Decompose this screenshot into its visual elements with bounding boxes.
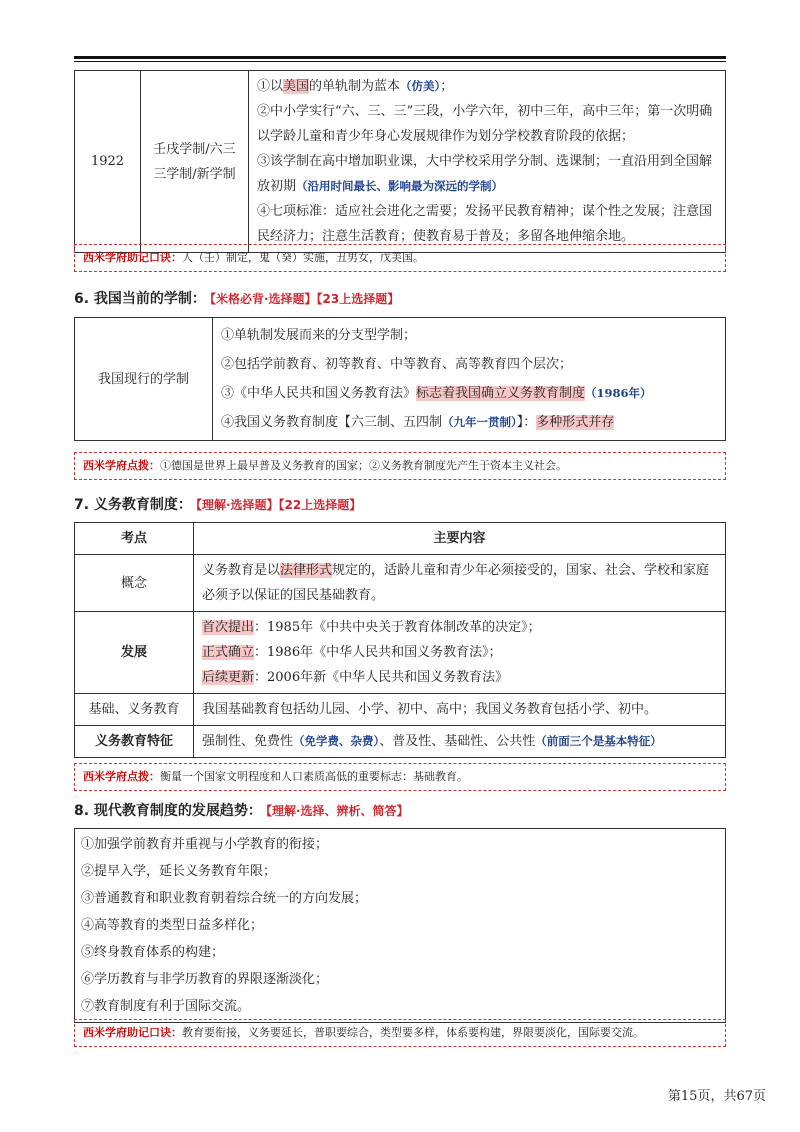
section-6-heading: 6. 我国当前的学制： 【米格必背·选择题】【23上选择题】: [74, 291, 400, 307]
list-item: ②提早入学，延长义务教育年限；: [81, 864, 277, 879]
list-item: ⑥学历教育与非学历教育的界限逐渐淡化；: [81, 972, 329, 987]
row-concept-content: 义务教育是以法律形式规定的，适龄儿童和青少年必须接受的，国家、社会、学校和家庭必须予以保证的国民基础教育。: [194, 555, 726, 612]
list-item: ③普通教育和职业教育朝着综合统一的方向发展；: [81, 891, 368, 906]
compulsory-education-table: [74, 522, 726, 758]
detail-item-2: ②中小学实行“六、三、三”三段，小学六年，初中三年，高中三年；第一次明确以学龄儿童和青少年身心发展规律作为划分学校教育阶段的依据；: [257, 104, 713, 144]
section-8-heading: 8. 现代教育制度的发展趋势： 【理解·选择、辨析、简答】: [74, 803, 409, 819]
mnemonic-tip-1: 西米学府助记口诀：人（壬）制定，鬼（癸）实施，丑男女，戊美国。: [74, 244, 726, 272]
list-item: ⑤终身教育体系的构建；: [81, 945, 225, 960]
row-basic-label: 基础、义务教育: [75, 694, 194, 726]
col-header-topic: 考点: [75, 523, 194, 555]
row-basic-content: 我国基础教育包括幼儿园、小学、初中、高中；我国义务教育包括小学、初中。: [194, 694, 726, 726]
detail-item-1: ①以美国的单轨制为蓝本（仿美）；: [257, 79, 454, 94]
row-development-label: 发展: [75, 612, 194, 694]
top-rule: [74, 56, 726, 59]
row-features-content: 强制性、免费性（免学费、杂费）、普及性、基础性、公共性（前面三个是基本特征）: [194, 726, 726, 758]
list-item: ①加强学前教育并重视与小学教育的衔接；: [81, 837, 329, 852]
detail-item-3: ③该学制在高中增加职业课，大中学校采用学分制、选课制；一直沿用到全国解放初期（沿用时间最长、影响最为深远的学制）: [257, 154, 713, 194]
col-header-content: 主要内容: [194, 523, 726, 555]
detail-item-4: ④七项标准：适应社会进化之需要；发扬平民教育精神；谋个性之发展；注意国民经济力；注意生活教育；使教育易于普及；多留各地伸缩余地。: [257, 204, 713, 244]
top-rule-thin: [74, 61, 726, 62]
section-7-heading: 7. 义务教育制度： 【理解·选择题】【22上选择题】: [74, 497, 362, 513]
current-system-detail: ①单轨制发展而来的分支型学制； ②包括学前教育、初等教育、中等教育、高等教育四个层次； ③《中华人民共和国义务教育法》标志着我国确立义务教育制度（1986年） ④我国义务教育制度【六三制、五四制（九年一贯制）】：多种形式并存: [213, 318, 726, 441]
row-development-content: 首次提出：1985年《中共中央关于教育体制改革的决定》； 正式确立：1986年《中华人民共和国义务教育法》； 后续更新：2006年新《中华人民共和国义务教育法》: [194, 612, 726, 694]
insight-tip-2: 西米学府点拨：①德国是世界上最早普及义务教育的国家；②义务教育制度先产生于资本主义社会。: [74, 452, 726, 480]
year-cell: 1922: [75, 71, 141, 253]
page-number: 第15页，共67页: [667, 1089, 766, 1104]
row-features-label: 义务教育特征: [75, 726, 194, 758]
insight-tip-3: 西米学府点拨：衡量一个国家文明程度和人口素质高低的重要标志：基础教育。: [74, 763, 726, 791]
mnemonic-tip-4: 西米学府助记口诀：教育要衔接，义务要延长，普职要综合，类型要多样，体系要构建，界限要淡化，国际要交流。: [74, 1019, 726, 1047]
system-detail-cell: [249, 71, 726, 253]
list-item: ⑦教育制度有利于国际交流。: [81, 999, 251, 1014]
system-name-cell: 壬戌学制/六三三学制/新学制: [141, 71, 249, 253]
row-concept-label: 概念: [75, 555, 194, 612]
list-item: ④高等教育的类型日益多样化；: [81, 918, 264, 933]
school-system-table: [74, 70, 726, 253]
trends-list: [74, 828, 726, 1023]
current-system-table: [74, 317, 726, 441]
current-system-label: 我国现行的学制: [75, 318, 213, 441]
